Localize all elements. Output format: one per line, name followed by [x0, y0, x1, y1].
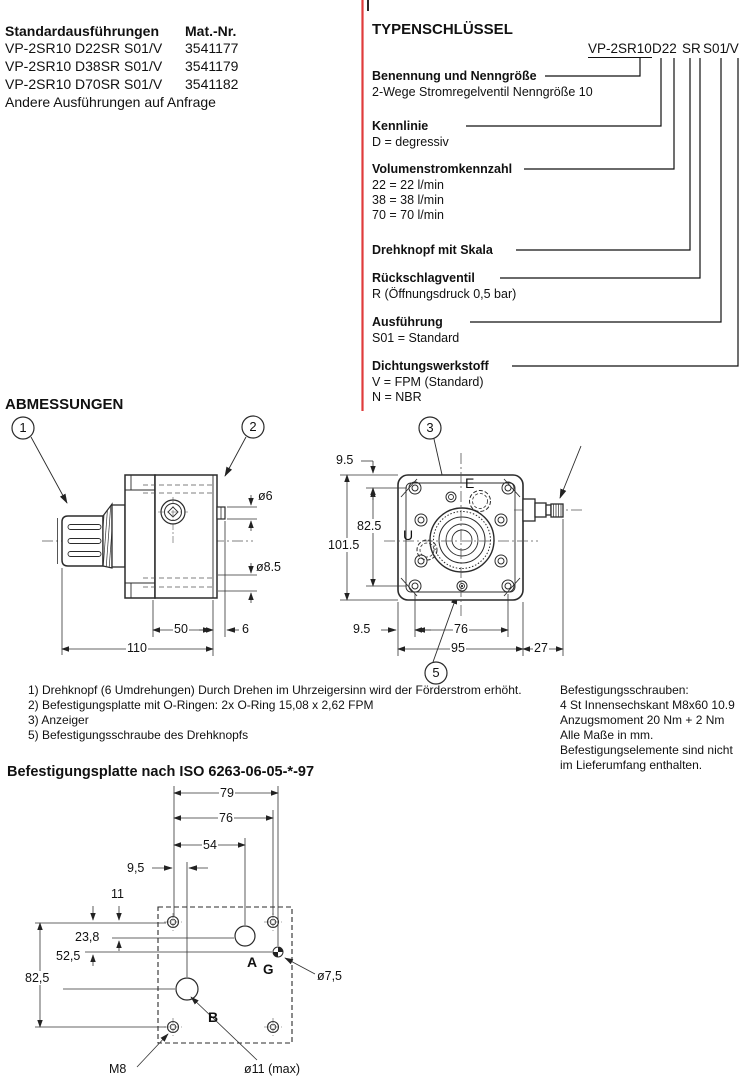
- dim-54: 54: [203, 838, 217, 852]
- entry-desc: S01 = Standard: [372, 331, 460, 345]
- product-row-matnr: 3541179: [185, 58, 239, 74]
- dim-95-bottom: 9.5: [353, 622, 371, 636]
- type-code-base: VP-2SR10: [588, 41, 652, 56]
- entry-label: Rückschlagventil: [372, 271, 475, 285]
- dim-95-top: 9.5: [336, 453, 354, 467]
- dim-o75: ø7,5: [317, 969, 343, 983]
- dim-238: 23,8: [75, 930, 100, 944]
- mounting-plate-heading: Befestigungsplatte nach ISO 6263-06-05-*-97: [7, 764, 315, 780]
- type-code-kennlinie: D22: [652, 41, 677, 56]
- abmessungen-heading: ABMESSUNGEN: [5, 396, 124, 413]
- products-col-matnr: Mat.-Nr.: [185, 23, 237, 39]
- footnote-3: 3) Anzeiger: [28, 713, 89, 727]
- plate-m8-holes: [168, 917, 279, 1033]
- dim-m8: M8: [109, 1062, 127, 1076]
- entry-label: Dichtungswerkstoff: [372, 359, 489, 373]
- callout-3-number: 3: [426, 420, 434, 435]
- callout-1-number: 1: [19, 420, 27, 435]
- product-row-type: VP-2SR10 D38SR S01/V: [5, 58, 163, 74]
- dim-o85: ø8.5: [256, 560, 282, 574]
- footnote-5: 5) Befestigungsschraube des Drehknopfs: [28, 728, 249, 742]
- footnote-1: 1) Drehknopf (6 Umdrehungen) Durch Drehen im Uhrzeigersinn wird der Förderstrom erhöht.: [28, 683, 522, 697]
- entry-label: Benennung und Nenngröße: [372, 69, 537, 83]
- products-note: Andere Ausführungen auf Anfrage: [5, 94, 216, 110]
- type-code-ausfuehrung: S01: [703, 41, 728, 56]
- callout-5-number: 5: [432, 665, 440, 680]
- port-b-hole: [176, 978, 198, 1000]
- entry-desc: 22 = 22 l/min: [372, 178, 444, 192]
- product-row-type: VP-2SR10 D70SR S01/V: [5, 76, 163, 92]
- mounting-note-line: Befestigungsschrauben:: [560, 683, 689, 697]
- mounting-flange: [125, 475, 155, 598]
- products-heading: Standardausführungen: [5, 23, 160, 39]
- entry-label: Kennlinie: [372, 119, 429, 133]
- product-row-matnr: 3541177: [185, 40, 239, 56]
- entry-desc: R (Öffnungsdruck 0,5 bar): [372, 287, 517, 301]
- mounting-note-line: im Lieferumfang enthalten.: [560, 758, 703, 772]
- port-u-label: U: [403, 527, 414, 543]
- entry-desc: N = NBR: [372, 390, 422, 404]
- callout-2-number: 2: [249, 419, 257, 434]
- entry-desc: 38 = 38 l/min: [372, 193, 444, 207]
- dim-o11: ø11 (max): [244, 1062, 301, 1076]
- dim-825: 82.5: [357, 519, 382, 533]
- type-code-dichtung: /V: [726, 41, 739, 56]
- type-key-connector-lines: [466, 58, 738, 366]
- dim-95w: 95: [451, 641, 465, 655]
- dim-76: 76: [454, 622, 468, 636]
- entry-label: Volumenstromkennzahl: [372, 162, 513, 176]
- port-a-label: A: [247, 954, 258, 970]
- type-code-sr: SR: [682, 41, 701, 56]
- dim-1015: 101.5: [328, 538, 360, 552]
- red-divider-line: [363, 0, 369, 411]
- entry-desc: 2-Wege Stromregelventil Nenngröße 10: [372, 85, 593, 99]
- mounting-note-line: Alle Maße in mm.: [560, 728, 654, 742]
- product-row-type: VP-2SR10 D22SR S01/V: [5, 40, 163, 56]
- entry-desc: V = FPM (Standard): [372, 375, 484, 389]
- footnote-2: 2) Befestigungsplatte mit O-Ringen: 2x O-Ring 15,08 x 2,62 FPM: [28, 698, 374, 712]
- product-row-matnr: 3541182: [185, 76, 239, 92]
- entry-desc: D = degressiv: [372, 135, 449, 149]
- port-b-label: B: [208, 1009, 219, 1025]
- dim-o6: ø6: [258, 489, 273, 503]
- dim-6: 6: [242, 622, 249, 636]
- port-g-label: G: [263, 962, 274, 977]
- valve-body: [155, 475, 217, 598]
- entry-label: Drehknopf mit Skala: [372, 243, 493, 257]
- dim-50: 50: [174, 622, 188, 636]
- side-view-drawing: [12, 416, 264, 656]
- dim-825: 82,5: [25, 971, 50, 985]
- dim-11: 11: [111, 887, 124, 901]
- dim-95: 9,5: [127, 861, 145, 875]
- dim-110: 110: [127, 641, 147, 655]
- mounting-note-line: Befestigungselemente sind nicht: [560, 743, 733, 757]
- dim-27: 27: [534, 641, 548, 655]
- mounting-plate-drawing: [35, 786, 315, 1067]
- entry-label: Ausführung: [372, 315, 443, 329]
- dim-525: 52,5: [56, 949, 81, 963]
- shaft: [523, 499, 563, 521]
- mounting-note-line: Anzugsmoment 20 Nm + 2 Nm: [560, 713, 725, 727]
- dim-79: 79: [220, 786, 234, 800]
- dim-76: 76: [219, 811, 233, 825]
- entry-desc: 70 = 70 l/min: [372, 208, 444, 222]
- port-a-hole: [235, 926, 255, 946]
- port-e-label: E: [465, 475, 475, 491]
- mounting-note-line: 4 St Innensechskant M8x60 10.9: [560, 698, 735, 712]
- type-key-heading: TYPENSCHLÜSSEL: [372, 21, 513, 38]
- knurl-ring: [103, 504, 112, 568]
